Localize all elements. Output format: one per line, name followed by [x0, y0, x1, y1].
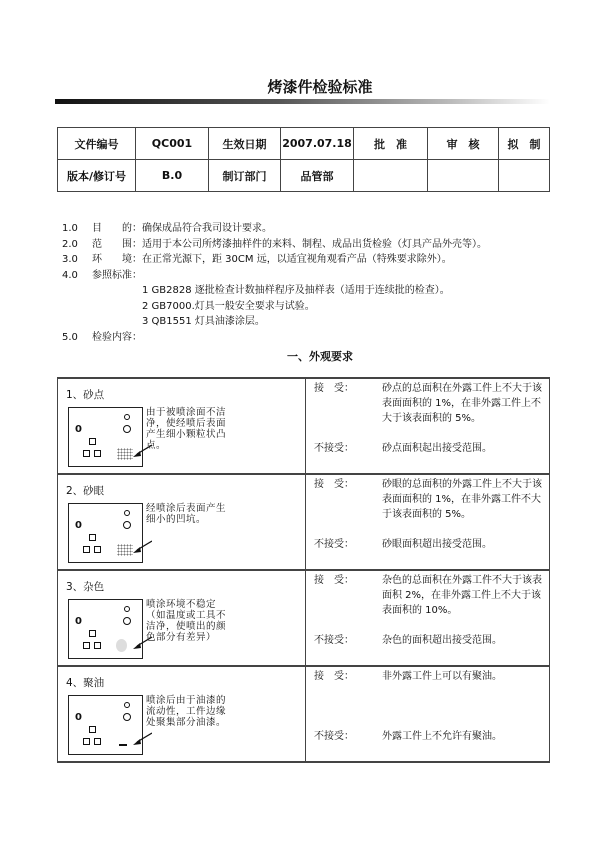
reject-text: 杂色的面积超出接受范围。: [382, 635, 502, 646]
defect-criteria: [306, 379, 549, 473]
square-icon: [94, 738, 101, 745]
reject-text: 砂点面积起出接受范围。: [382, 443, 492, 454]
section-1: 1.0 目 的： 确保成品符合我司设计要求。: [62, 223, 272, 234]
accept-label: 接 受：: [314, 383, 354, 394]
defect-name: 4、聚油: [66, 677, 105, 689]
defect-illustration: [68, 503, 143, 563]
arrow-icon: [132, 540, 152, 554]
circle-icon: [123, 521, 131, 529]
reject-text: 外露工件上不允许有聚油。: [382, 731, 502, 742]
circle-icon: [124, 702, 130, 708]
defect-mark: [117, 448, 133, 460]
reject-label: 不接受：: [314, 635, 354, 646]
circle-icon: [123, 617, 131, 625]
hole-mark: 0: [75, 712, 82, 723]
signature-cell: [428, 160, 499, 192]
square-icon: [89, 630, 96, 637]
standard-item: 1 GB2828 逐批检查计数抽样程序及抽样表（适用于连续批的检查）。: [142, 285, 450, 296]
square-icon: [89, 438, 96, 445]
defect-row: [57, 667, 550, 763]
circle-icon: [124, 510, 130, 516]
accept-label: 接 受：: [314, 479, 354, 490]
cell: 生效日期: [209, 128, 281, 160]
accept-text: 非外露工件上可以有聚油。: [382, 671, 502, 682]
section-4: 4.0 参照标准：: [62, 269, 142, 281]
defect-row: [57, 571, 550, 667]
signature-cell: [354, 160, 428, 192]
defect-description: [58, 571, 306, 665]
table-row: [58, 160, 550, 192]
square-icon: [83, 450, 90, 457]
cell: 审 核: [428, 128, 499, 160]
defect-mark: [117, 736, 133, 748]
cell: 拟 制: [499, 128, 550, 160]
defect-cause: 经喷涂后表面产生细小的凹坑。: [146, 503, 227, 525]
square-icon: [89, 726, 96, 733]
table-row: [58, 128, 550, 160]
square-icon: [83, 546, 90, 553]
defect-cause: 喷涂环境不稳定（如温度或工具不洁净，使喷出的颜色部分有差异）: [146, 599, 227, 643]
defect-criteria: [306, 667, 549, 761]
defect-mark: [117, 544, 133, 556]
defect-mark: [116, 639, 127, 652]
square-icon: [94, 450, 101, 457]
reject-text: 砂眼面积超出接受范围。: [382, 539, 492, 550]
circle-icon: [124, 606, 130, 612]
accept-text: 砂点的总面积在外露工件上不大于该表面面积的 1%，在非外露工件上不大于该表面积的 5%。: [382, 383, 542, 424]
square-icon: [89, 534, 96, 541]
defect-cause: 由于被喷涂面不洁净，使经喷后表面产生细小颗粒状凸点。: [146, 407, 227, 451]
hole-mark: 0: [75, 616, 82, 627]
reject-label: 不接受：: [314, 731, 354, 742]
hole-mark: 0: [75, 520, 82, 531]
accept-label: 接 受：: [314, 575, 354, 586]
circle-icon: [124, 414, 130, 420]
defect-row: [57, 379, 550, 475]
square-icon: [83, 642, 90, 649]
accept-text: 砂眼的总面积的外露工件上不大于该表面面积的 1%，在非外露工件不大于该表面积的 5%。: [382, 479, 542, 520]
defects-table: [57, 377, 550, 763]
accept-label: 接 受：: [314, 671, 354, 682]
cell: QC001: [136, 128, 209, 160]
square-icon: [83, 738, 90, 745]
cell: 品管部: [281, 160, 354, 192]
defect-name: 2、砂眼: [66, 485, 105, 497]
cell: B.0: [136, 160, 209, 192]
defect-row: [57, 475, 550, 571]
hole-mark: 0: [75, 424, 82, 435]
document-info-table: [57, 127, 550, 192]
cell: 批 准: [354, 128, 428, 160]
arrow-icon: [132, 732, 152, 746]
defect-description: [58, 379, 306, 473]
cell: 版本/修订号: [58, 160, 136, 192]
defect-criteria: [306, 571, 549, 665]
defect-illustration: [68, 599, 143, 659]
defect-name: 1、砂点: [66, 389, 105, 401]
accept-text: 杂色的总面积在外露工件不大于该表面积 2%，在非外露工件上不大于该表面积的 10%。: [382, 575, 542, 616]
reject-label: 不接受：: [314, 539, 354, 550]
defect-illustration: [68, 407, 143, 467]
square-icon: [94, 642, 101, 649]
section-3: 3.0 环 境： 在正常光源下，距 30CM 远，以适宜视角观看产品（特殊要求除外）。: [62, 254, 452, 265]
standard-item: 2 GB7000.灯具一般安全要求与试验。: [142, 300, 315, 312]
defect-illustration: [68, 695, 143, 755]
document-title: 烤漆件检验标准: [267, 78, 373, 96]
cell: 制订部门: [209, 160, 281, 192]
sections: [62, 221, 487, 345]
title-divider: [55, 99, 550, 104]
defect-criteria: [306, 475, 549, 569]
section-heading: 一、外观要求: [287, 350, 353, 363]
defect-description: [58, 667, 306, 761]
defect-cause: 喷涂后由于油漆的流动性，工件边缘处聚集部分油漆。: [146, 695, 227, 728]
section-2: 2.0 范 围： 适用于本公司所烤漆抽样件的来料、制程、成品出货检验（灯具产品外壳等）。: [62, 238, 487, 250]
section-5: 5.0 检验内容：: [62, 331, 142, 343]
cell: 2007.07.18: [281, 128, 354, 160]
reject-label: 不接受：: [314, 443, 354, 454]
circle-icon: [123, 425, 131, 433]
defect-name: 3、杂色: [66, 581, 105, 593]
square-icon: [94, 546, 101, 553]
signature-cell: [499, 160, 550, 192]
circle-icon: [123, 713, 131, 721]
cell: 文件编号: [58, 128, 136, 160]
defect-description: [58, 475, 306, 569]
standard-item: 3 QB1551 灯具油漆涂层。: [142, 316, 265, 327]
